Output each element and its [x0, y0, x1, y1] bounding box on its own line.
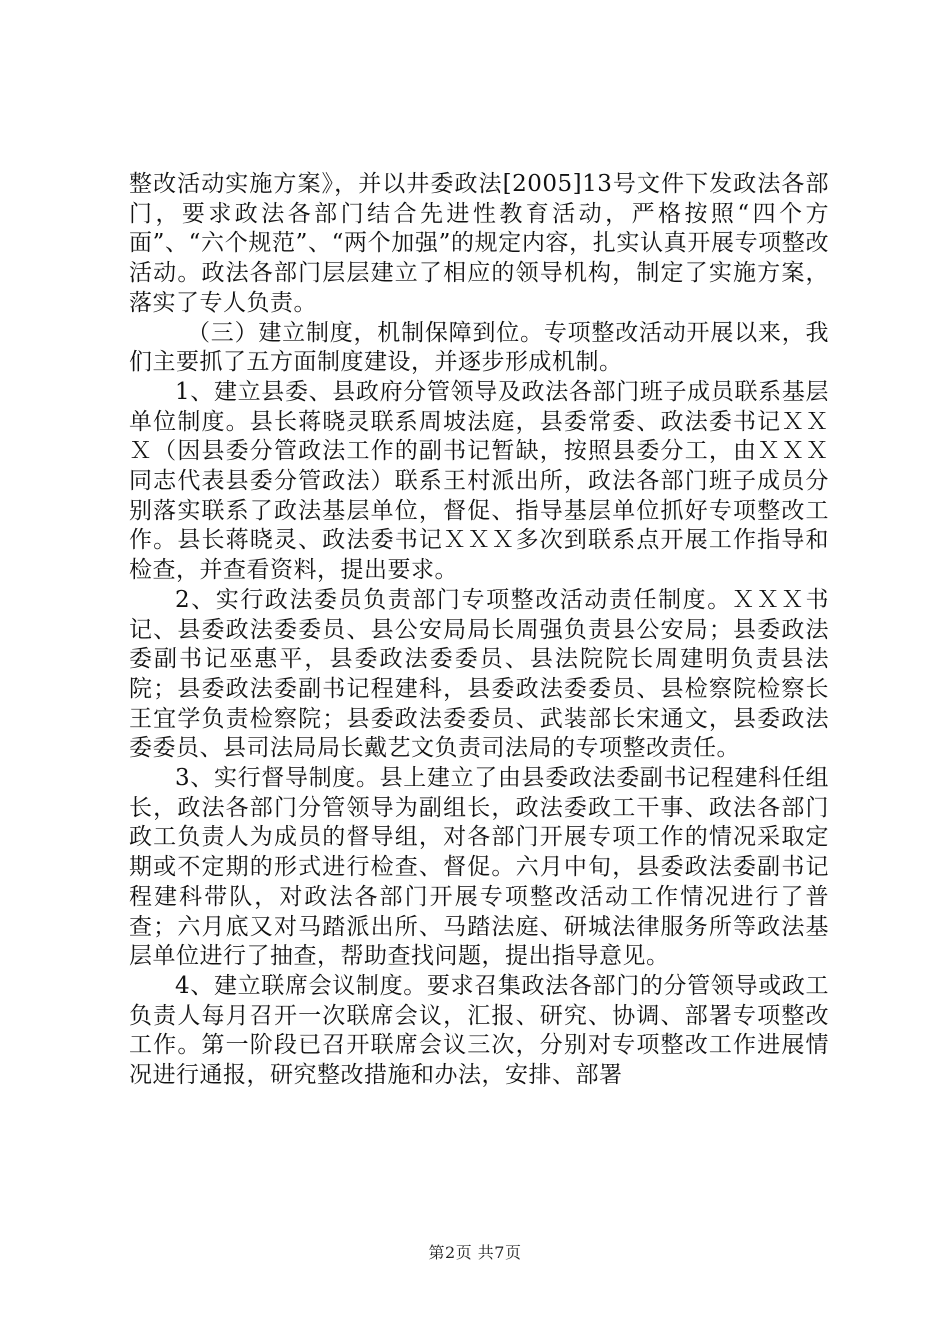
paragraph-4: 2、实行政法委员负责部门专项整改活动责任制度。ＸＸＸ书记、县委政法委委员、县公安局局长周强负责县公安局；县委政法委副书记巫惠平，县委政法委委员、县法院院长周建明负责县法院；县委政法委副书记程建科，县委政法委委员、县检察院检察长王宜学负责检察院；县委政法委委员、武装部长宋通文，县委政法委委员、县司法局局长戴艺文负责司法局的专项整改责任。	[129, 586, 829, 762]
page-number-footer: 第2页 共7页	[428, 1243, 522, 1262]
paragraph-2: （三）建立制度，机制保障到位。专项整改活动开展以来，我们主要抓了五方面制度建设，并逐步形成机制。	[129, 319, 829, 376]
paragraph-1: 整改活动实施方案》，并以井委政法[2005]13号文件下发政法各部门，要求政法各部门结合先进性教育活动，严格按照“四个方面”、“六个规范”、“两个加强”的规定内容，扎实认真开展专项整改活动。政法各部门层层建立了相应的领导机构，制定了实施方案，落实了专人负责。	[129, 171, 829, 316]
paragraph-3: 1、建立县委、县政府分管领导及政法各部门班子成员联系基层单位制度。县长蒋晓灵联系周坡法庭，县委常委、政法委书记ＸＸＸ（因县委分管政法工作的副书记暂缺，按照县委分工，由ＸＸＸ同志代表县委分管政法）联系王村派出所，政法各部门班子成员分别落实联系了政法基层单位，督促、指导基层单位抓好专项整改工作。县长蒋晓灵、政法委书记ＸＸＸ多次到联系点开展工作指导和检查，并查看资料，提出要求。	[129, 378, 829, 584]
paragraph-5: 3、实行督导制度。县上建立了由县委政法委副书记程建科任组长，政法各部门分管领导为副组长，政法委政工干事、政法各部门政工负责人为成员的督导组，对各部门开展专项工作的情况采取定期或不定期的形式进行检查、督促。六月中旬，县委政法委副书记程建科带队，对政法各部门开展专项整改活动工作情况进行了普查；六月底又对马踏派出所、马踏法庭、研城法律服务所等政法基层单位进行了抽查，帮助查找问题，提出指导意见。	[129, 765, 829, 970]
paragraph-6: 4、建立联席会议制度。要求召集政法各部门的分管领导或政工负责人每月召开一次联席会议，汇报、研究、协调、部署专项整改工作。第一阶段已召开联席会议三次，分别对专项整改工作进展情况进行通报，研究整改措施和办法，安排、部署	[129, 972, 829, 1089]
document-body	[129, 170, 829, 1091]
